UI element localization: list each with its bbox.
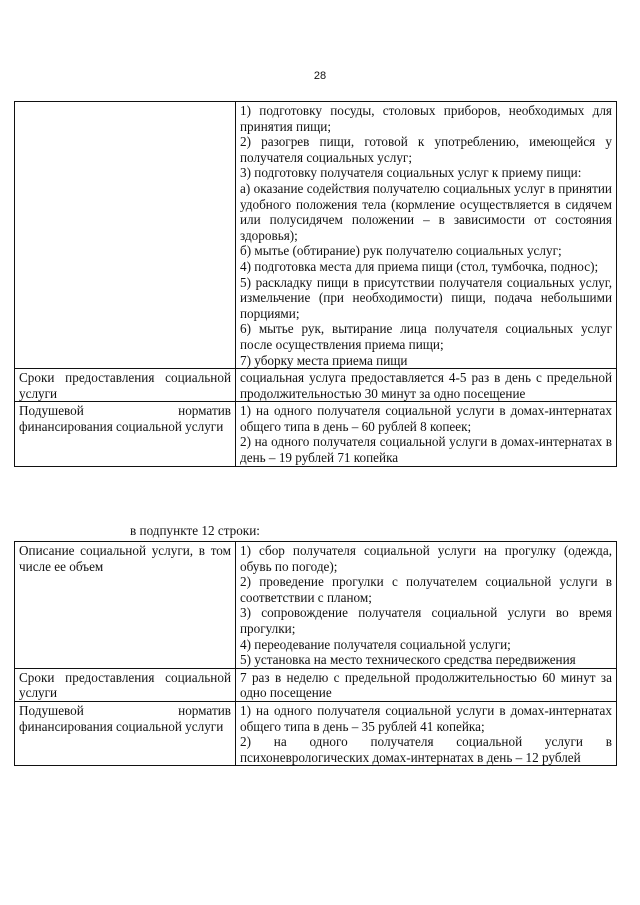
list-item: 2) разогрев пищи, готовой к употреблению, имеющейся у получателя социальных услуг; [240, 134, 612, 165]
list-item: 1) на одного получателя социальной услуги в домах-интернатах общего типа в день – 60 рублей 8 копеек; [240, 403, 612, 434]
list-item: 1) сбор получателя социальной услуги на прогулку (одежда, обувь по погоде); [240, 543, 612, 574]
row-label: Сроки предоставления социальной услуги [15, 668, 236, 701]
row-content [236, 701, 617, 765]
row-text: социальная услуга предоставляется 4-5 раз в день с предельной продолжительностью 30 минут за одно посещение [240, 370, 612, 401]
list-item: 3) сопровождение получателя социальной услуги во время прогулки; [240, 605, 612, 636]
row-label: Подушевой норматив финансирования социальной услуги [15, 402, 236, 466]
row-content [236, 542, 617, 669]
row-content [236, 668, 617, 701]
table-row [15, 701, 617, 765]
list-item: 4) подготовка места для приема пищи (стол, тумбочка, поднос); [240, 258, 599, 274]
table-row [15, 402, 617, 466]
page-number: 28 [313, 70, 327, 82]
row-text: 7 раз в неделю с предельной продолжительностью 60 минут за одно посещение [240, 669, 612, 701]
section-caption: в подпункте 12 строки: [130, 523, 260, 538]
row-label: Подушевой норматив финансирования социальной услуги [15, 701, 236, 765]
list-item: 1) на одного получателя социальной услуги в домах-интернатах общего типа в день – 35 рублей 41 копейка; [240, 702, 612, 734]
table-row [15, 542, 617, 669]
row-label: Описание социальной услуги, в том числе ее объем [15, 542, 236, 669]
list-item: 5) раскладку пищи в присутствии получателя социальных услуг, измельчение (при необходимости) пищи, подача небольшими порциями; [240, 274, 612, 321]
list-item: 2) на одного получателя социальной услуги в домах-интернатах в день – 19 рублей 71 копейка [240, 434, 612, 466]
table-row [15, 668, 617, 701]
list-item: 7) уборку места приема пищи [240, 352, 408, 368]
services-table-bottom [14, 541, 617, 766]
list-item: б) мытье (обтирание) рук получателю социальных услуг; [240, 243, 562, 259]
table-row [15, 369, 617, 402]
list-item: 2) на одного получателя социальной услуги в психоневрологических домах-интернатах в день – 12 рублей [240, 734, 612, 765]
list-item: 6) мытье рук, вытирание лица получателя социальных услуг после осуществления приема пищи; [240, 321, 612, 352]
services-table-top [14, 101, 617, 467]
list-item: 4) переодевание получателя социальной услуги; [240, 636, 511, 652]
row-content [236, 402, 617, 466]
row-label: Сроки предоставления социальной услуги [15, 369, 236, 402]
table-row [15, 102, 617, 369]
row-label [15, 102, 236, 369]
list-item: 3) подготовку получателя социальных услуг к приему пищи: [240, 165, 582, 181]
list-item: а) оказание содействия получателю социальных услуг в принятии удобного положения тела (кормление осуществляется в сидячем или полусидячем положении – в зависимости от состояния здоровья); [240, 180, 612, 243]
row-content [236, 369, 617, 402]
list-item: 2) проведение прогулки с получателем социальной услуги в соответствии с планом; [240, 574, 612, 605]
row-content [236, 102, 617, 369]
list-item: 1) подготовку посуды, столовых приборов, необходимых для принятия пищи; [240, 103, 612, 134]
list-item: 5) установка на место технического средства передвижения [240, 652, 576, 668]
